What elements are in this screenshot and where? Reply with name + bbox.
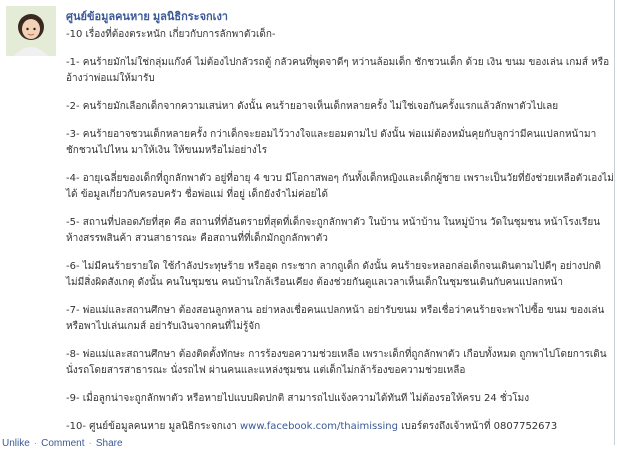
panel-divider [614,0,615,445]
list-item: -5- สถานที่ปลอดภัยที่สุด คือ สถานที่ที่อันตรายที่สุดที่เด็กจะถูกลักพาตัว ในบ้าน หน้าบ้าน ในหมู่บ้าน วัดในชุมชน หน้าโรงเรียน ห้างสรรพสินค้า สวนสาธารณะ คือสถานที่ที่เด็กมักถูกลักพาตัว [66,217,601,244]
list-item: -4- อายุเฉลี่ยของเด็กที่ถูกลักพาตัว อยู่ที่อายุ 4 ขวบ มีโอกาสพอๆ กันทั้งเด็กหญิงและเด็กผู้ชาย เพราะเป็นวัยที่ยังช่วยเหลือตัวเองไม่ได้ ข้อมูลเกี่ยวกับครอบครัว ชื่อพ่อแม่ ที่อยู่ เด็กยังจำไม่ค่อยได้ [66,173,614,200]
action-separator: · [88,438,92,449]
share-link[interactable]: Share [95,438,123,449]
list-item: -6- ไม่มีคนร้ายรายใด ใช้กำลังประทุษร้าย หรืออุด กระชาก ลากถูเด็ก ดังนั้น คนร้ายจะหลอกล่อเด็กจนเดินตามไปดีๆ อย่างปกติ ไม่มีสิ่งผิดสังเกตุ ดังนั้น คนในชุมชน คนบ้านใกล้เรือนเคียง ต้องช่วยกันดูแลเวลาเห็นเด็กในชุมชนเดินกับคนแปลกหน้า [66,261,602,288]
list-item: -3- คนร้ายอาจชวนเด็กหลายครั้ง กว่าเด็กจะยอมไว้วางใจและยอมตามไป ดังนั้น พ่อแม่ต้องหมั่นคุยกับลูกว่ามีคนแปลกหน้ามาชักชวนไปไหน มาให้เงิน ให้ขนมหรือไม่อย่างไร [66,129,597,156]
list-item: -1- คนร้ายมักไม่ใช่กลุ่มแก๊งค์ ไม่ต้องไปกลัวรถตู้ กลัวคนที่พูดจาดีๆ หว่านล้อมเด็ก ชักชวนเด็ก ด้วย เงิน ขนม ของเล่น เกมส์ หรืออ้างว่าพ่อแม่ให้มารับ [66,57,610,84]
post-actions [2,438,123,450]
avatar[interactable] [6,6,56,56]
item10-suffix: เบอร์ตรงถึงเจ้าหน้าที่ 0807752673 [397,421,558,432]
action-separator: · [33,438,38,449]
list-item: -7- พ่อแม่และสถานศึกษา ต้องสอนลูกหลาน อย่าหลงเชื่อคนแปลกหน้า อย่ารับขนม หรือเชื่อว่าคนร้ายจะพาไปซื้อ ขนม ของเล่น หรือพาไปเล่นเกมส์ อย่ารับเงินจากคนที่ไม่รู้จัก [66,305,605,332]
list-item: -2- คนร้ายมักเลือกเด็กจากความเสน่หา ดังนั้น คนร้ายอาจเห็นเด็กหลายครั้ง ไม่ใช่เจอกันครั้งแรกแล้วลักพาตัวไปเลย [66,101,559,112]
list-item-10 [66,419,614,435]
post-body [66,27,614,435]
comment-link[interactable]: Comment [41,438,85,449]
post-content [66,5,614,447]
item10-prefix: -10- ศูนย์ข้อมูลคนหาย มูลนิธิกระจกเงา [66,421,240,432]
author-name-link[interactable]: ศูนย์ข้อมูลคนหาย มูลนิธิกระจกเงา [66,11,228,23]
facebook-page-link[interactable]: www.facebook.com/thaimissing [239,421,398,432]
list-item: -9- เมื่อลูกน่าจะถูกลักพาตัว หรือหายไปแบบผิดปกติ สามารถไปแจ้งความได้ทันที ไม่ต้องรอให้ครบ 24 ชั่วโมง [66,393,530,404]
list-item: -8- พ่อแม่และสถานศึกษา ต้องติดตั้งทักษะ การร้องขอความช่วยเหลือ เพราะเด็กที่ถูกลักพาตัว เกือบทั้งหมด ถูกพาไปโดยการเดิน นั่งรถโดยสารสาธารณะ นั่งรถไฟ ผ่านคนและแหล่งชุมชน แต่เด็กไม่กล้าร้องขอความช่วยเหลือ [66,349,607,376]
post-intro: -10 เรื่องที่ต้องตระหนัก เกี่ยวกับการลักพาตัวเด็ก- [66,29,276,40]
unlike-link[interactable]: Unlike [2,438,30,449]
profile-photo-icon [6,6,56,56]
